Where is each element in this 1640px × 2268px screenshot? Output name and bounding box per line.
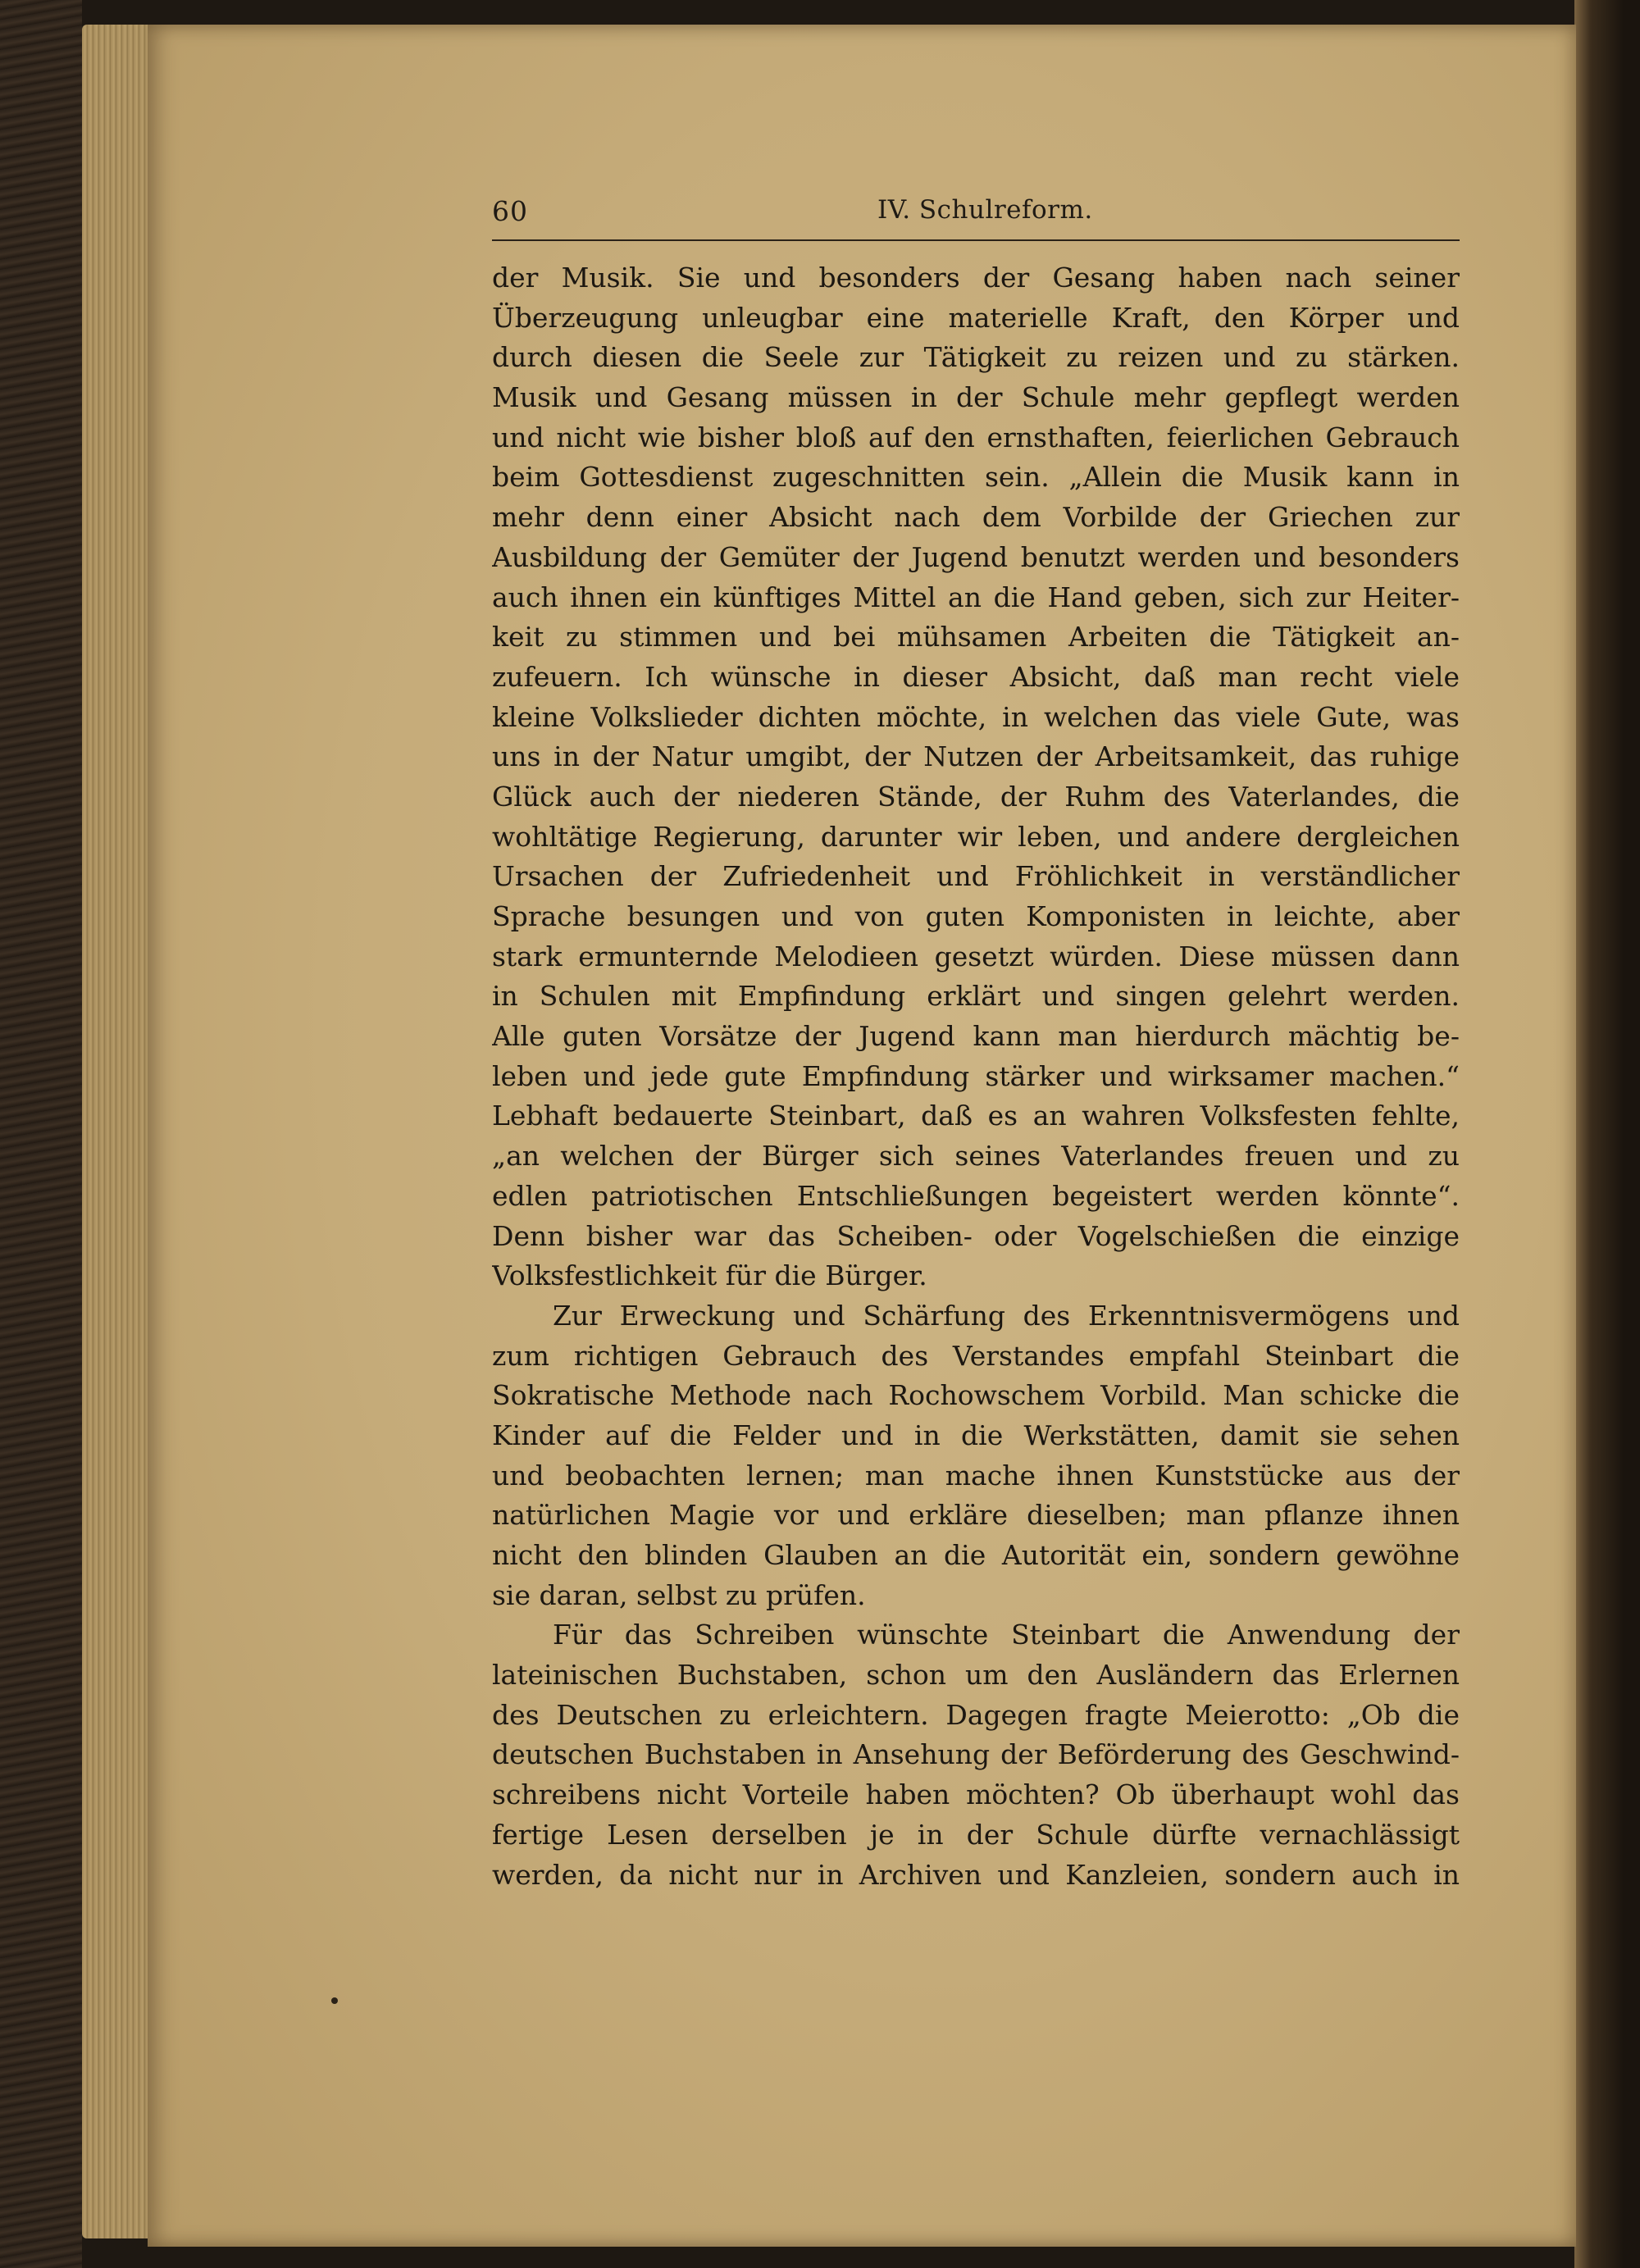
text-line: sie daran, selbst zu prüfen.: [492, 1578, 866, 1611]
text-line: wohltätige Regierung, darunter wir leben, und andere dergleichen: [492, 820, 1460, 853]
header-rule: [492, 239, 1460, 241]
text-line: stark ermunternde Melodieen gesetzt würden. Diese müssen dann: [492, 940, 1460, 972]
body-text: [492, 258, 1460, 1895]
text-line: Sokratische Methode nach Rochowschem Vorbild. Man schicke die: [492, 1379, 1460, 1412]
text-line: zufeuern. Ich wünsche in dieser Absicht, daß man recht viele: [492, 660, 1460, 693]
text-line: Sprache besungen und von guten Komponisten in leichte, aber: [492, 900, 1460, 932]
text-line: Ausbildung der Gemüter der Jugend benutzt werden und besonders: [492, 540, 1460, 573]
running-head: IV. Schulreform.: [877, 195, 1093, 225]
text-line: des Deutschen zu erleichtern. Dagegen fragte Meierotto: „Ob die: [492, 1698, 1460, 1731]
text-line: beim Gottesdienst zugeschnitten sein. „Allein die Musik kann in: [492, 461, 1460, 494]
text-line: und beobachten lernen; man mache ihnen Kunststücke aus der: [492, 1459, 1460, 1492]
text-line: keit zu stimmen und bei mühsamen Arbeiten die Tätigkeit an-: [492, 621, 1460, 654]
text-line: „an welchen der Bürger sich seines Vaterlandes freuen und zu: [492, 1140, 1460, 1173]
text-line: Ursachen der Zufriedenheit und Fröhlichkeit in verständlicher: [492, 860, 1460, 893]
text-line: lateinischen Buchstaben, schon um den Ausländern das Erlernen: [492, 1659, 1460, 1692]
text-line: Kinder auf die Felder und in die Werkstätten, damit sie sehen: [492, 1419, 1460, 1451]
text-line: Musik und Gesang müssen in der Schule mehr gepflegt werden: [492, 381, 1460, 414]
text-line: edlen patriotischen Entschließungen begeistert werden könnte“.: [492, 1179, 1460, 1212]
book-cover-edge: [1574, 0, 1640, 2268]
text-line: Alle guten Vorsätze der Jugend kann man hierdurch mächtig be-: [492, 1020, 1460, 1053]
text-line: kleine Volkslieder dichten möchte, in welchen das viele Gute, was: [492, 700, 1460, 733]
text-line: deutschen Buchstaben in Ansehung der Beförderung des Geschwind-: [492, 1738, 1460, 1771]
text-line: natürlichen Magie vor und erkläre dieselben; man pflanze ihnen: [492, 1499, 1460, 1532]
text-line: der Musik. Sie und besonders der Gesang haben nach seiner: [492, 262, 1460, 294]
text-line: nicht den blinden Glauben an die Autorität ein, sondern gewöhne: [492, 1539, 1460, 1571]
text-line: Denn bisher war das Scheiben- oder Vogelschießen die einzige: [492, 1219, 1460, 1252]
text-line: Überzeugung unleugbar eine materielle Kraft, den Körper und: [492, 301, 1460, 334]
text-line: und nicht wie bisher bloß auf den ernsthaften, feierlichen Gebrauch: [492, 421, 1460, 453]
text-line: fertige Lesen derselben je in der Schule dürfte vernachlässigt: [492, 1818, 1460, 1851]
paragraph-start-line: Zur Erweckung und Schärfung des Erkenntnisvermögens und: [553, 1299, 1460, 1332]
text-line: in Schulen mit Empfindung erklärt und singen gelehrt werden.: [492, 980, 1460, 1013]
text-line: Glück auch der niederen Stände, der Ruhm des Vaterlandes, die: [492, 780, 1460, 813]
page-stack-edge: [82, 25, 156, 2238]
page-number: 60: [492, 195, 528, 227]
paragraph-start-line: Für das Schreiben wünschte Steinbart die Anwendung der: [553, 1619, 1460, 1651]
text-line: schreibens nicht Vorteile haben möchten? Ob überhaupt wohl das: [492, 1778, 1460, 1811]
paper-speck: [331, 1997, 338, 2004]
text-line: durch diesen die Seele zur Tätigkeit zu reizen und zu stärken.: [492, 341, 1460, 374]
book-binding: [0, 0, 82, 2268]
text-line: Volksfestlichkeit für die Bürger.: [492, 1259, 927, 1292]
text-line: werden, da nicht nur in Archiven und Kanzleien, sondern auch in: [492, 1858, 1460, 1891]
text-line: uns in der Natur umgibt, der Nutzen der Arbeitsamkeit, das ruhige: [492, 740, 1460, 773]
text-line: leben und jede gute Empfindung stärker und wirksamer machen.“: [492, 1059, 1460, 1092]
text-line: zum richtigen Gebrauch des Verstandes empfahl Steinbart die: [492, 1339, 1460, 1372]
text-line: mehr denn einer Absicht nach dem Vorbilde der Griechen zur: [492, 501, 1460, 534]
page-header: [344, 164, 1460, 238]
text-line: Lebhaft bedauerte Steinbart, daß es an wahren Volksfesten fehlte,: [492, 1100, 1460, 1132]
text-line: auch ihnen ein künftiges Mittel an die Hand geben, sich zur Heiter-: [492, 581, 1460, 613]
